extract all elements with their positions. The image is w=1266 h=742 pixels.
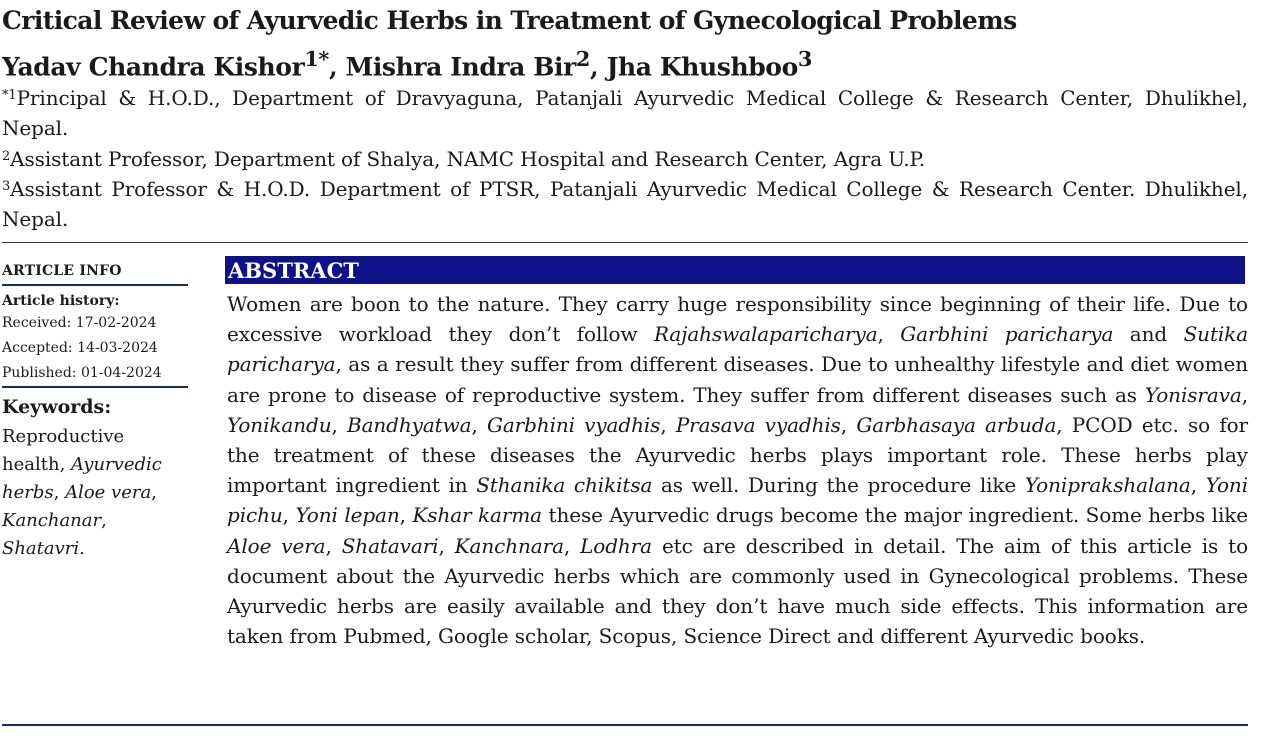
keywords-list	[2, 423, 188, 563]
author-mark: 2	[575, 46, 590, 71]
affiliation-text: Assistant Professor, Department of Shalya, NAMC Hospital and Research Center, Agra U.P.	[10, 147, 926, 171]
abstract-segment: , PCOD etc. so for the treatment of these diseases the Ayurvedic herbs plays important role. These herbs play important ingredient in	[227, 412, 1249, 498]
keyword: Ayurvedic herbs	[2, 454, 162, 503]
abstract-segment: as well. During the procedure like	[652, 473, 1025, 498]
affiliation-mark: 3	[2, 179, 11, 194]
abstract-italic-term: Yoni lepan	[295, 503, 400, 528]
abstract-italic-term: Sthanika chikitsa	[476, 473, 653, 498]
affiliation-mark: 2	[2, 149, 11, 164]
abstract-segment: Women are boon to the nature. They carry huge responsibility since beginning of their life. Due to excessive workload they don’t follow	[227, 292, 1248, 347]
author-separator: ,	[328, 52, 346, 82]
article-info-divider	[2, 284, 188, 286]
abstract-italic-term: Rajahswalaparicharya	[653, 322, 878, 347]
keywords-divider	[2, 386, 188, 388]
received-date: Received: 17-02-2024	[2, 315, 157, 331]
author-mark: 1*	[304, 46, 329, 71]
author-name: Mishra Indra Bir	[345, 52, 576, 82]
abstract-italic-term: Lodhra	[580, 533, 652, 558]
abstract-segment: ,	[1241, 382, 1248, 407]
keyword: Shatavri	[2, 538, 80, 559]
affiliation-text: Principal & H.O.D., Department of Dravyaguna, Patanjali Ayurvedic Medical College & Research Center, Dhulikhel, Nepal.	[2, 86, 1248, 140]
published-date: Published: 01-04-2024	[2, 365, 162, 381]
article-info-heading: ARTICLE INFO	[2, 263, 122, 279]
keyword-separator: ,	[101, 510, 107, 531]
abstract-italic-term: Yoni pichu	[227, 473, 1248, 528]
author-list	[2, 46, 812, 81]
abstract-segment: ,	[840, 412, 857, 437]
abstract-italic-term: Aloe vera	[227, 533, 326, 558]
abstract-text	[227, 289, 1248, 651]
abstract-italic-term: Bandhyatwa	[346, 412, 472, 437]
keywords-heading: Keywords:	[2, 396, 112, 418]
affiliation-text: Assistant Professor & H.O.D. Department of PTSR, Patanjali Ayurvedic Medical College & Research Center. Dhulikhel, Nepal.	[2, 177, 1248, 231]
keyword: Kanchanar	[2, 510, 102, 531]
abstract-segment: these Ayurvedic drugs become the major ingredient. Some herbs like	[542, 503, 1249, 528]
abstract-italic-term: Garbhasaya arbuda	[856, 412, 1057, 437]
abstract-segment: ,	[282, 503, 296, 528]
article-history-title: Article history:	[2, 293, 120, 309]
article-info-panel	[2, 260, 188, 563]
abstract-segment: , as a result they suffer from different diseases. Due to unhealthy lifestyle and diet women are prone to disease of reproductive system. They suffer from different diseases such as	[227, 352, 1248, 407]
author-name: Jha Khushboo	[606, 52, 798, 82]
abstract-segment: etc are described in detail. The aim of this article is to document about the Ayurvedic herbs which are commonly used in Gynecological problems. These Ayurvedic herbs are easily available and they don’t have much side effects. This information are taken from Pubmed, Google scholar, Scopus, Science Direct and different Ayurvedic books.	[227, 533, 1249, 649]
keyword-separator: .	[79, 538, 85, 559]
abstract-italic-term: Kshar karma	[412, 503, 543, 528]
footer-divider	[2, 724, 1248, 726]
abstract-italic-term: Garbhini paricharya	[900, 322, 1114, 347]
abstract-segment: ,	[471, 412, 487, 437]
keyword: Aloe vera	[65, 482, 152, 503]
abstract-italic-term: Garbhini vyadhis	[486, 412, 661, 437]
abstract-segment: ,	[331, 412, 347, 437]
author-mark: 3	[797, 46, 812, 71]
abstract-segment: ,	[877, 322, 901, 347]
paper-title: Critical Review of Ayurvedic Herbs in Treatment of Gynecological Problems	[2, 6, 1017, 35]
abstract-segment: ,	[325, 533, 342, 558]
abstract-segment: ,	[660, 412, 676, 437]
affiliation-mark: *1	[2, 88, 17, 103]
abstract-italic-term: Shatavari	[341, 533, 439, 558]
abstract-italic-term: Yonikandu	[227, 412, 332, 437]
keyword-separator: ,	[59, 454, 72, 475]
abstract-italic-term: Yoniprakshalana	[1024, 473, 1191, 498]
abstract-segment: ,	[399, 503, 413, 528]
affiliation	[2, 83, 1248, 143]
keyword: Reproductive health	[2, 426, 125, 475]
abstract-italic-term: Yonisrava	[1144, 382, 1242, 407]
abstract-italic-term: Kanchnara	[454, 533, 564, 558]
accepted-date: Accepted: 14-03-2024	[2, 340, 158, 356]
abstract-italic-term: Prasava vyadhis	[675, 412, 841, 437]
author-separator: ,	[589, 52, 607, 82]
abstract-italic-term: Sutika paricharya	[227, 322, 1249, 377]
abstract-segment: ,	[438, 533, 455, 558]
abstract-segment: and	[1113, 322, 1184, 347]
keyword-separator: ,	[53, 482, 66, 503]
author-name: Yadav Chandra Kishor	[2, 52, 305, 82]
affiliation	[2, 144, 1248, 174]
abstract-heading: ABSTRACT	[225, 256, 1245, 284]
abstract-segment: ,	[1190, 473, 1206, 498]
affiliation	[2, 174, 1248, 234]
keyword-separator: ,	[151, 482, 157, 503]
abstract-segment: ,	[563, 533, 581, 558]
header-divider	[2, 242, 1248, 243]
